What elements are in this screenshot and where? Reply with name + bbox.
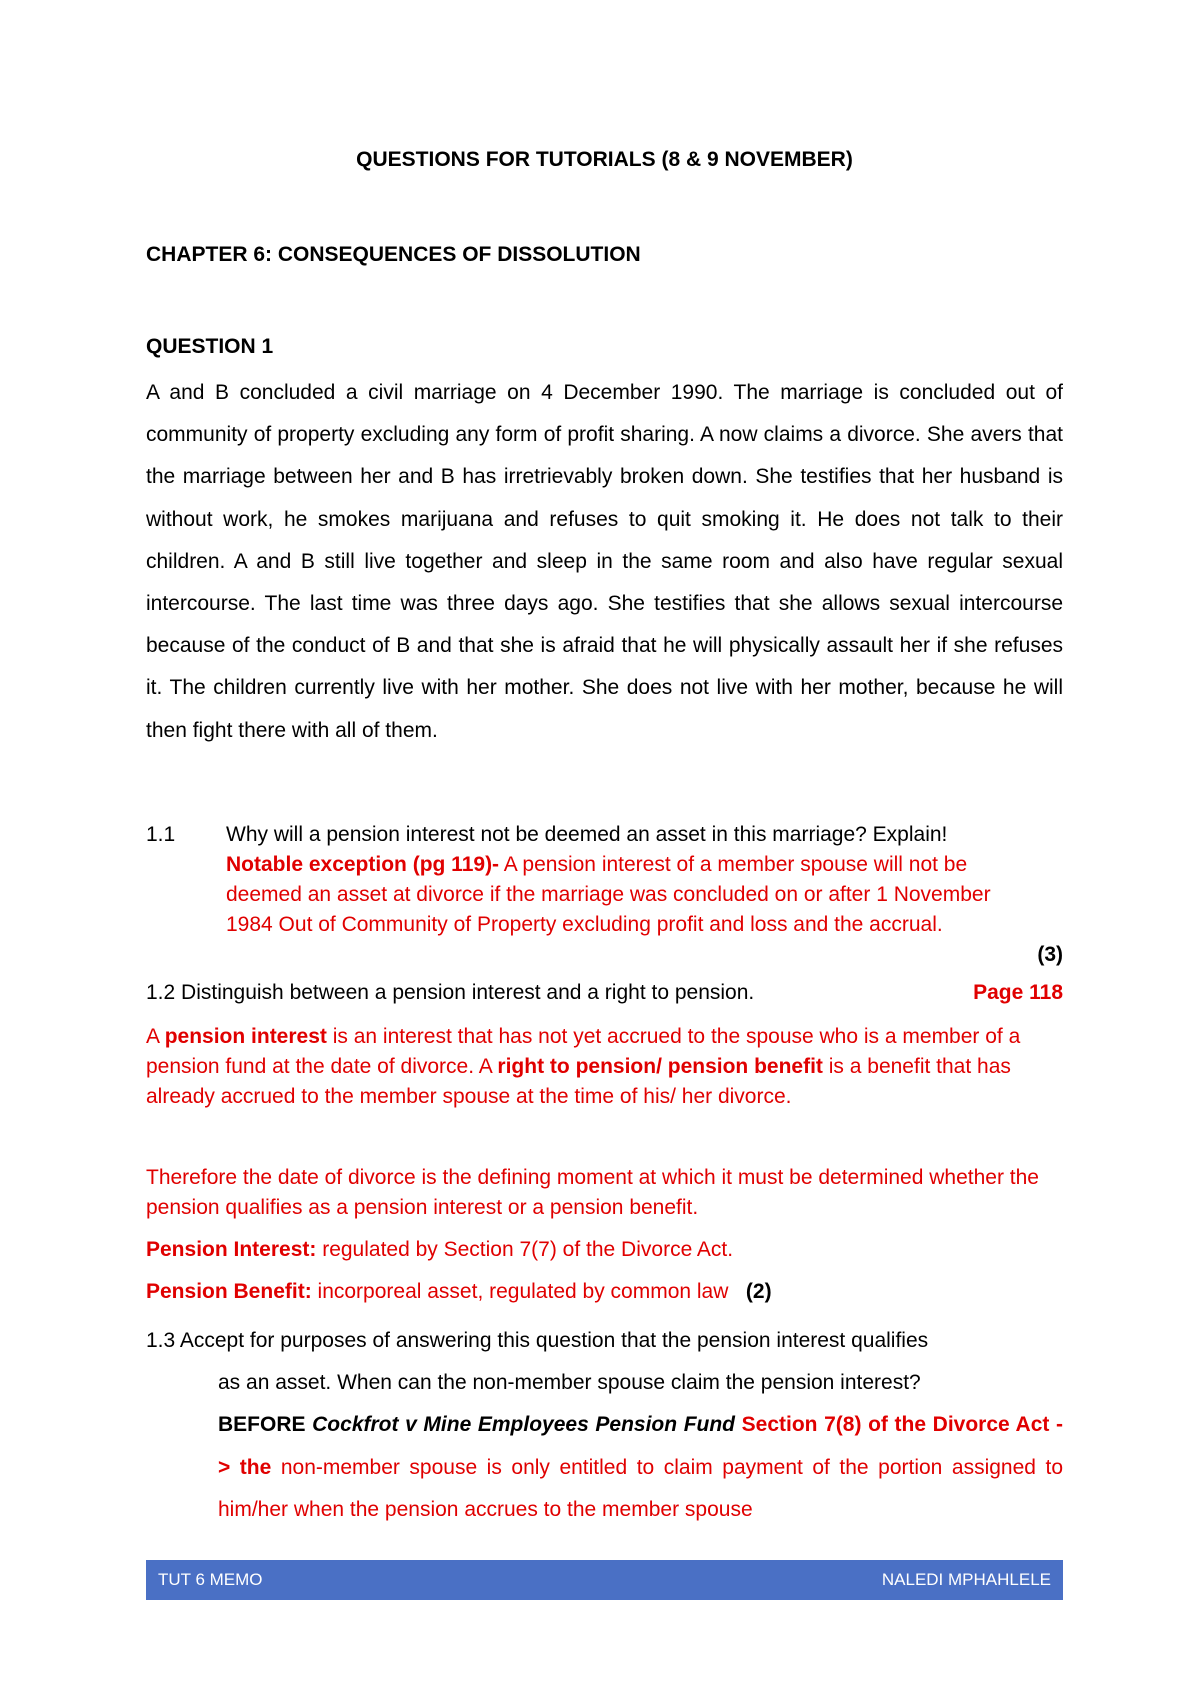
question-number: 1.1 (146, 823, 176, 846)
question-text: Why will a pension interest not be deemed an asset in this marriage? Explain! (226, 823, 948, 846)
document-page (146, 0, 1063, 1696)
before-label: BEFORE (218, 1413, 313, 1437)
answer-paragraph-2: Therefore the date of divorce is the defining moment at which it must be determined whether the pension qualifies as a pension interest or a pension benefit. (146, 1166, 1039, 1219)
footer-bar (146, 1560, 1063, 1600)
scenario-paragraph: A and B concluded a civil marriage on 4 December 1990. The marriage is concluded out of community of property excluding any form of profit sharing. A now claims a divorce. She avers that the marriage between her and B has irretrievably broken down. She testifies that her husband is without work, he smokes marijuana and refuses to quit smoking it. He does not talk to their children. A and B still live together and sleep in the same room and also have regular sexual intercourse. The last time was three days ago. She testifies that she allows sexual intercourse because of the conduct of B and that she is afraid that he will physically assault her if she refuses it. The children currently live with her mother. She does not live with her mother, because he will then fight there with all of them. (146, 381, 1063, 742)
question-1-3 (146, 1320, 1063, 1531)
chapter-heading: CHAPTER 6: CONSEQUENCES OF DISSOLUTION (146, 243, 641, 266)
term-label: Pension Benefit: (146, 1280, 312, 1303)
answer-text: is an interest that has not yet accrued to the spouse who is a member of a pension fund at the date of divorce. A (146, 1025, 1021, 1078)
question-text: 1.2 Distinguish between a pension interest and a right to pension. (146, 981, 755, 1004)
answer-paragraph-4 (146, 1277, 1063, 1307)
term-pension-interest: pension interest (164, 1025, 327, 1048)
question-text-line-2: as an asset. When can the non-member spouse claim the pension interest? (218, 1371, 921, 1395)
footer-left-label: TUT 6 MEMO (158, 1570, 263, 1589)
page-reference: Page 118 (973, 981, 1063, 1004)
answer-text: incorporeal asset, regulated by common law (311, 1280, 729, 1303)
answer-paragraph-3 (146, 1235, 1063, 1265)
answer-bold: Notable exception (pg 119)- (226, 853, 500, 876)
document-title: QUESTIONS FOR TUTORIALS (8 & 9 NOVEMBER) (356, 148, 853, 171)
answer-text: is a benefit that has already accrued to the member spouse at the time of his/ her divorce. (146, 1055, 1011, 1108)
case-name: Cockfrot v Mine Employees Pension Fund (312, 1413, 736, 1437)
question-body (146, 1362, 1063, 1531)
question-1-2 (146, 981, 1063, 1005)
marks-label: (3) (1037, 943, 1063, 966)
answer-text: non-member spouse is only entitled to claim payment of the portion assigned to him/her when the pension accrues to the member spouse (218, 1455, 1063, 1521)
question-text-line-1: 1.3 Accept for purposes of answering this question that the pension interest qualifies (146, 1329, 929, 1352)
section-reference: Section 7(8) of the Divorce Act -> the (218, 1413, 1064, 1479)
term-right-to-pension: right to pension/ pension benefit (497, 1055, 823, 1078)
question-heading: QUESTION 1 (146, 335, 274, 358)
answer-text: regulated by Section 7(7) of the Divorce Act. (316, 1238, 734, 1261)
answer-text (226, 850, 996, 940)
term-label: Pension Interest: (146, 1238, 317, 1261)
marks-label: (2) (745, 1280, 772, 1303)
footer-author: NALEDI MPHAHLELE (881, 1570, 1051, 1589)
answer-paragraph-1 (146, 1022, 1063, 1112)
answer-text: A (146, 1025, 165, 1048)
answer-body: A pension interest of a member spouse will not be deemed an asset at divorce if the marriage was concluded on or after 1 November 1984 Out of Community of Property excluding profit and loss and the accrual. (226, 853, 991, 936)
